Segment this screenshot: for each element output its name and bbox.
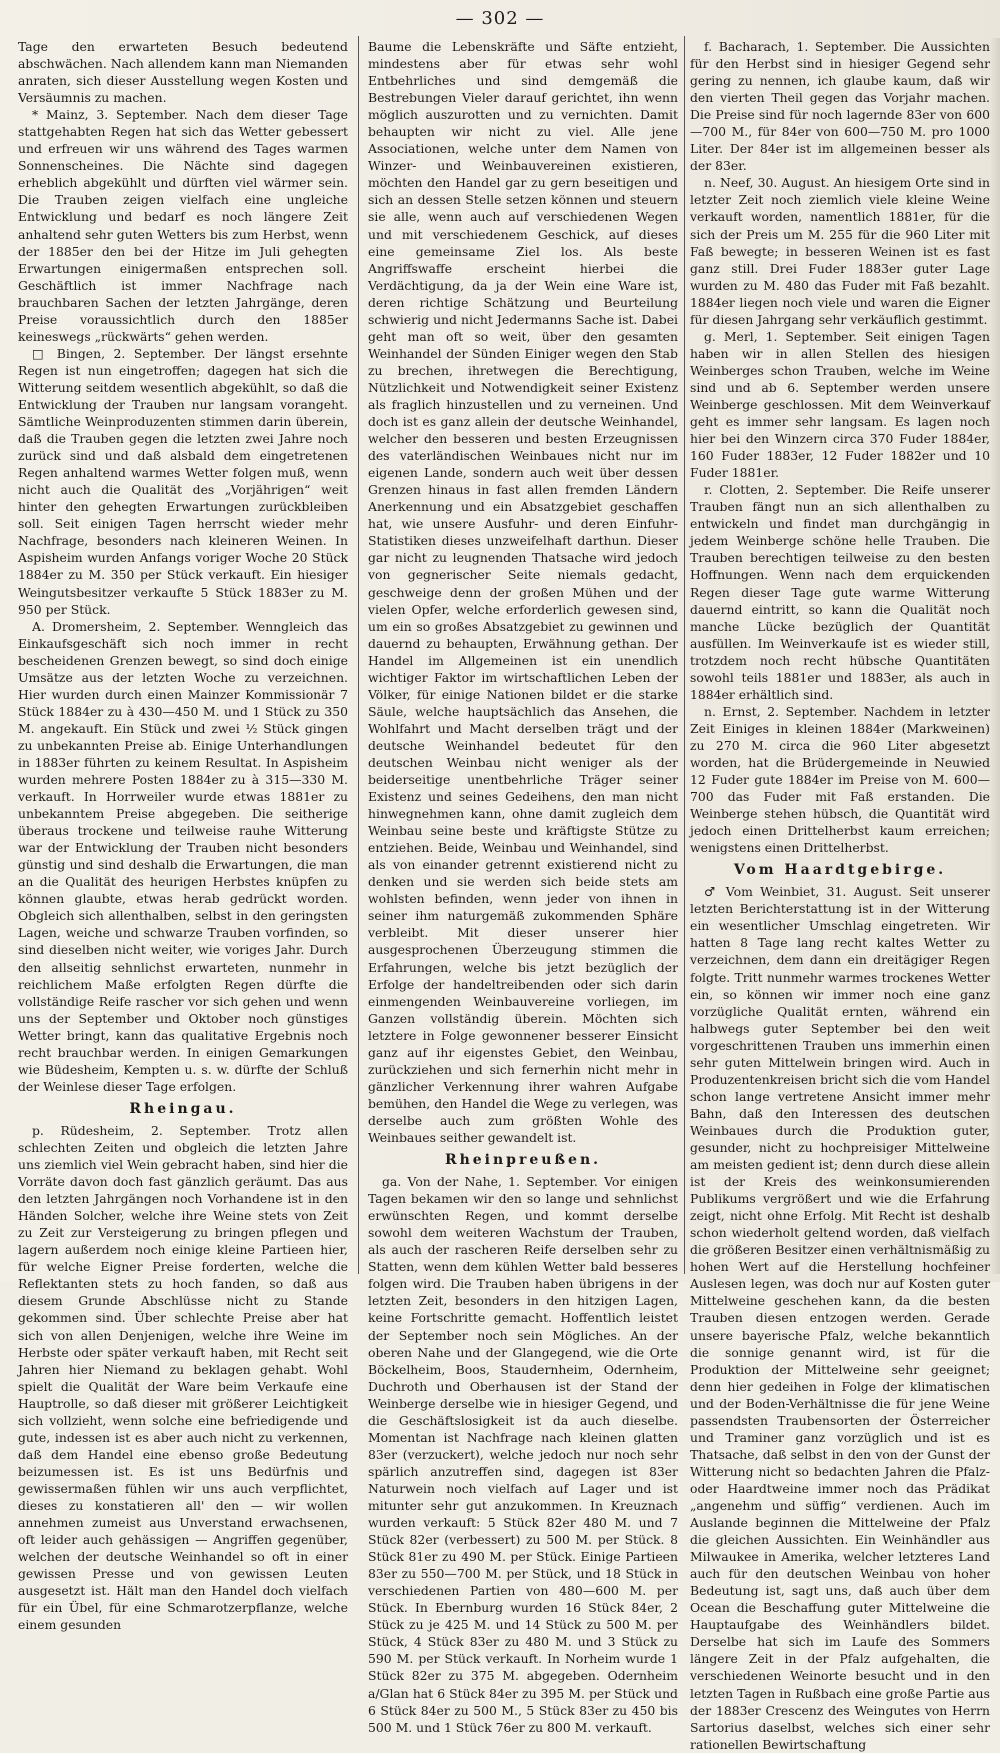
page-number: — 302 — (455, 8, 545, 29)
section-heading-haardtgebirge: Vom Haardtgebirge. (733, 862, 947, 879)
page-edge-shadow (990, 38, 1000, 1274)
paragraph: A. Dromersheim, 2. September. Wenngleich das Einkaufsgeschäft sich noch immer in recht bescheidenen Grenzen bewegt, so sind doch einige Umsätze aus der letzten Woche zu verzeichnen. Hier wurden durch einen Mainzer Kommissionär 7 Stück 1884er zu à 430—450 M. und 1 Stück zu 350 M. angekauft. Ein Stück und zwei ½ Stück gingen zu unbekannten Preise ab. Einige Unterhandlungen in 1883er führten zu keinem Resultat. In Aspisheim wurden mehrere Posten 1884er zu à 315—330 M. verkauft. In Horrweiler wurde etwas 1881er zu unbekanntem Preise abgegeben. Die seitherige überaus trockene und teilweise rauhe Witterung war der Entwicklung der Trauben nicht besonders günstig und sind deshalb die Erwartungen, die man an die Qualität des heurigen Herbstes knüpfen zu können glaubte, etwas herab gedrückt worden. Obgleich sich allenthalben, selbst in den geringsten Lagen, weiche und schwarze Trauben vorfinden, so sind dieselben nicht weiter, wie voriges Jahr. Durch den allseitig sehnlichst erwarteten, nunmehr in reichlichem Maße erfolgten Regen dürfte die vollständige Reife rascher vor sich gehen und wenn uns der September und Oktober noch günstiges Wetter bringt, kann das qualitative Ergebnis noch recht brauchbar werden. In einigen Gemarkungen wie Büdesheim, Kempten u. s. w. dürfte der Schluß der Weinlese dieser Tage erfolgen. (18, 618, 348, 1094)
column-3 (690, 38, 990, 1752)
paragraph: n. Neef, 30. August. An hiesigem Orte sind in letzter Zeit noch ziemlich viele kleine Weine verkauft worden, namentlich 1881er, für die sich der Preis um M. 255 für die 960 Liter mit Faß bewegte; in besseren Weinen ist es fast ganz still. Drei Fuder 1883er guter Lage wurden zu M. 480 das Fuder mit Faß bezahlt. 1884er liegen noch viele und waren die Eigner für diesen Jahrgang sehr verkäuflich gestimmt. (690, 175, 990, 327)
column-1 (18, 38, 348, 1633)
paragraph: r. Clotten, 2. September. Die Reife unserer Trauben fängt nun an sich allenthalben zu entwickeln und findet man durchgängig in jedem Weinberge schöne helle Trauben. Die Trauben berechtigen teilweise zu den besten Hoffnungen. Wenn nach dem erquickenden Regen dieser Tage gute warme Witterung dauernd eintritt, so kann die Qualität noch manche Lücke bezüglich der Quantität ausfüllen. Im Weinverkaufe ist es wieder still, trotzdem noch recht hübsche Quantitäten sowohl teils 1881er und 1883er, als auch in 1884er erhältlich sind. (690, 482, 990, 702)
column-2 (368, 38, 678, 1735)
column-divider (684, 36, 685, 1274)
paragraph: n. Ernst, 2. September. Nachdem in letzter Zeit Einiges in kleinen 1884er (Markweinen) zu 270 M. circa die 960 Liter abgesetzt worden, hat die Brüdergemeinde in Neuwied 12 Fuder gute 1884er im Preise von M. 600—700 das Fuder mit Faß erstanden. Die Weinberge stehen hübsch, die Quantität wird jedoch einen Drittelherbst kaum erreichen; wenigstens einen Drittelherbst. (690, 703, 990, 856)
paragraph: Tage den erwarteten Besuch bedeutend abschwächen. Nach allendem kann man Niemanden anraten, sich dieser Ausstellung wegen Kosten und Versäumnis zu machen. (18, 39, 348, 106)
paragraph: g. Merl, 1. September. Seit einigen Tagen haben wir in allen Stellen des hiesigen Weinberges schon Trauben, welche im Weine sind und ab 6. September werden unsere Weinberge geschlossen. Mit dem Weinverkauf geht es immer sehr langsam. Es lagen noch hier bei den Winzern circa 370 Fuder 1884er, 160 Fuder 1883er, 12 Fuder 1882er und 10 Fuder 1881er. (690, 328, 990, 481)
paragraph: p. Rüdesheim, 2. September. Trotz allen schlechten Zeiten und obgleich die letzten Jahre uns ziemlich viel Wein gebracht haben, sind hier die Vorräte davon doch fast gänzlich geräumt. Das aus den letzten Jahrgängen noch Vorhandene ist in den Händen Solcher, welche ihre Weine stets von Zeit zu Zeit zur Versteigerung zu bringen pflegen und lagern außerdem noch einige kleine Partieen hier, für welche Eigner Preise forderten, welche die Reflektanten stets zu hoch fanden, so daß aus diesem Grunde Abschlüsse nicht zu Stande gekommen sind. Über schlechte Preise aber hat sich von allen Denjenigen, welche ihre Weine im Herbste oder später verkauft haben, mit Recht seit Jahren hier Niemand zu beklagen gehabt. Wohl spielt die Qualität der Ware beim Verkaufe eine Hauptrolle, so daß dieser mit größerer Leichtigkeit sich vollzieht, wenn solche eine befriedigende und gute, indessen ist es aber auch nicht zu verkennen, daß dem Handel eine ebenso große Bedeutung beizumessen ist. Es ist uns Bedürfnis und gewissermaßen fühlen wir uns auch verpflichtet, dieses zu konstatieren all' den — wir wollen annehmen zumeist aus Unverstand erwachsenen, oft leider auch gehässigen — Angriffen gegenüber, welchen der deutsche Weinhandel so oft in einer gewissen Presse und von gewissen Leuten ausgesetzt ist. Hält man den Handel doch vielfach für ein Übel, für eine Schmarotzerpflanze, welche einem gesunden (18, 1122, 348, 1633)
paragraph: □ Bingen, 2. September. Der längst ersehnte Regen ist nun eingetroffen; dagegen hat sich die Witterung seitdem wesentlich abgekühlt, so daß die Entwicklung der Trauben nur langsam vorangeht. Sämtliche Weinproduzenten stimmen darin überein, daß die Trauben gegen die letzten zwei Jahre noch zurück sind und daß alsbald dem eingetretenen Regen anhaltend warmes Wetter folgen muß, wenn nicht auch die Qualität des „Vorjährigen“ weit hinter den gehegten Erwartungen zurückbleiben soll. Seit einigen Tagen herrscht wieder mehr Nachfrage, besonders nach kleineren Weinen. In Aspisheim wurden Anfangs voriger Woche 20 Stück 1884er zu M. 350 per Stück verkauft. Ein hiesiger Weingutsbesitzer verkaufte 5 Stück 1883er zu M. 950 per Stück. (18, 345, 348, 617)
section-heading-rheinpreussen: Rheinpreußen. (444, 1152, 602, 1169)
paragraph: ga. Von der Nahe, 1. September. Vor einigen Tagen bekamen wir den so lange und sehnlichst erwünschten Regen, und kommt derselbe sowohl dem weiteren Wachstum der Trauben, als auch der rascheren Reife derselben sehr zu Statten, wenn dem kühlen Wetter bald besseres folgen wird. Die Trauben haben übrigens in der letzten Zeit, besonders in den hitzigen Lagen, keine Fortschritte gemacht. Hoffentlich leistet der September noch sein Mögliches. An der oberen Nahe und der Glangegend, wie die Orte Böckelheim, Boos, Staudernheim, Odernheim, Duchroth und Oberhausen ist der Stand der Weinberge derselbe wie in hiesiger Gegend, und die Geschäftslosigkeit ist da auch dieselbe. Momentan ist Nachfrage nach kleinen glatten 83er (verzuckert), welche jedoch nur noch sehr spärlich anzutreffen sind, dagegen ist 83er Naturwein noch vielfach auf Lager und ist mitunter sehr gut anzukommen. In Kreuznach wurden verkauft: 5 Stück 82er 480 M. und 7 Stück 82er (verbessert) zu 500 M. per Stück. 8 Stück 81er zu 490 M. per Stück. Einige Partieen 83er zu 550—700 M. per Stück, und 18 Stück in verschiedenen Partien von 480—600 M. per Stück. In Ebernburg wurden 16 Stück 84er, 2 Stück zu je 425 M. und 14 Stück zu 500 M. per Stück, 4 Stück 83er zu 480 M. und 3 Stück zu 590 M. per Stück verkauft. In Norheim wurde 1 Stück 82er zu 375 M. abgegeben. Odernheim a/Glan hat 6 Stück 84er zu 395 M. per Stück und 6 Stück 84er zu 500 M., 5 Stück 83er zu 450 bis 500 M. und 1 Stück 76er zu 800 M. verkauft. (368, 1174, 678, 1735)
paragraph: Baume die Lebenskräfte und Säfte entzieht, mindestens aber für etwas sehr wohl Entbehrliches und sind demgemäß die Bestrebungen Vieler darauf gerichtet, ihn wenn möglich auszurotten und zu vernichten. Damit behaupten wir nicht zu viel. Alle jene Associationen, welche unter dem Namen von Winzer- und Weinbauvereinen existieren, möchten den Handel gar zu gern beseitigen und sich an dessen Stelle setzen können und steuern sie alle, wenn auch auf verschiedenen Wegen und mit verschiedenem Geschick, auf dieses eine gemeinsame Ziel los. Als beste Angriffswaffe erscheint hierbei die Verdächtigung, da ja der Wein eine Ware ist, deren richtige Schätzung und Beurteilung schwierig und nicht Jedermanns Sache ist. Dabei geht man oft so weit, über den gesamten Weinhandel der Sünden Einiger wegen den Stab zu brechen, ihretwegen die Berechtigung, Nützlichkeit und Notwendigkeit seiner Existenz als fraglich hinzustellen und zu verneinen. Und doch ist es ganz allein der deutsche Weinhandel, welcher den besseren und besten Erzeugnissen des vaterländischen Weinbaues nicht nur im eigenen Lande, sondern auch weit über dessen Grenzen hinaus in fast allen fremden Ländern Anerkennung und ein Absatzgebiet geschaffen hat, wie unsere Ausfuhr- und deren Einfuhr-Statistiken dieses unzweifelhaft darthun. Dieser gar nicht zu leugnenden Thatsache wird jedoch von gegnerischer Seite niemals gedacht, geschweige denn der großen Mühen und der vielen Opfer, welche erforderlich gewesen sind, um ein so großes Absatzgebiet zu gewinnen und dauernd zu behaupten, Erwähnung gethan. Der Handel im Allgemeinen ist ein unendlich wichtiger Faktor im wirtschaftlichen Leben der Völker, für einige Nationen bildet er die starke Säule, welche hauptsächlich das Ansehen, die Wohlfahrt und Macht derselben trägt und der deutsche Weinhandel bedeutet für den deutschen Weinbau nicht weniger als der beiderseitige unentbehrliche Träger seiner Existenz und seines Gedeihens, den man nicht hinwegnehmen kann, ohne damit zugleich dem Weinbau seine beste und kräftigste Stütze zu entziehen. Beide, Weinbau und Weinhandel, sind als von einander getrennt existierend nicht zu denken und sie werden sich beide stets am wohlsten befinden, wenn jeder von ihnen in seiner ihm naturgemäß zukommenden Sphäre verbleibt. Mit dieser unserer hier ausgesprochenen Überzeugung stimmen die Erfahrungen, welche bis jetzt bezüglich der Erfolge der handeltreibenden oder sich darin einmengenden Weinbauvereine vorliegen, im Ganzen vollständig überein. Möchten sich letztere in Folge gewonnener besserer Einsicht ganz auf ihr eigenstes Gebiet, den Weinbau, zurückziehen und sich fernerhin nicht mehr in gänzlicher Verkennung ihrer wahren Aufgabe bemühen, den Handel die Wege zu verlegen, was derselbe auch zum größten Wohle des Weinbaues seither gewandelt ist. (368, 39, 678, 1145)
section-heading-rheingau: Rheingau. (129, 1100, 237, 1117)
column-divider (358, 36, 359, 1274)
paragraph: * Mainz, 3. September. Nach dem dieser Tage stattgehabten Regen hat sich das Wetter gebessert und erfreuen wir uns während des Tages warmen Sonnenscheines. Die Nächte sind dagegen erheblich abgekühlt und dürften viel wärmer sein. Die Trauben zeigen vielfach eine ungleiche Entwicklung und bedarf es noch längere Zeit anhaltend sehr guten Wetters bis zum Herbst, wenn der 1885er den bei der Hitze im Juli gehegten Erwartungen einigermaßen entsprechen soll. Geschäftlich ist immer Nachfrage nach brauchbaren Sachen der letzten Jahrgänge, deren Preise voraussichtlich durch den 1885er keineswegs „rückwärts“ gehen werden. (18, 107, 348, 344)
paragraph: f. Bacharach, 1. September. Die Aussichten für den Herbst sind in hiesiger Gegend sehr gering zu nennen, ich glaube kaum, daß wir den vierten Theil gegen das Vorjahr machen. Die Preise sind für noch lagernde 83er von 600—700 M., für 84er von 600—750 M. pro 1000 Liter. Der 84er ist im allgemeinen besser als der 83er. (690, 39, 990, 174)
paragraph: ♂ Vom Weinbiet, 31. August. Seit unserer letzten Berichterstattung ist in der Witterung ein wesentlicher Umschlag eingetreten. Wir hatten 8 Tage lang recht kaltes Wetter zu verzeichnen, dem dann ein dreitägiger Regen folgte. Tritt nunmehr warmes trockenes Wetter ein, so können wir immer noch eine ganz vorzügliche Qualität ernten, während ein halbwegs guter September bei den weit vorgeschrittenen Trauben uns immerhin einen sehr guten Mittelwein bringen wird. Auch in Produzentenkreisen bricht sich die vom Handel schon lange vertretene Ansicht immer mehr Bahn, daß den Interessen des deutschen Weinbaues durch die Produktion guter, gesunder, nicht zu hochpreisiger Mittelweine am meisten gedient ist; denn durch diese allein ist der Kreis des weinkonsumierenden Publikums vergrößert und wie die Erfahrung zeigt, nicht ohne Erfolg. Mit Recht ist deshalb schon wiederholt geltend worden, daß vielfach die größeren Besitzer einen verhältnismäßig zu hohen Wert auf die Herstellung hochfeiner Auslesen legen, was doch nur auf Kosten guter Mittelweine geschehen kann, da die besten Trauben diesen entzogen werden. Gerade unsere bayerische Pfalz, welche bekanntlich die sonnige genannt wird, ist für die Produktion der Mittelweine sehr geeignet; denn hier gedeihen in Folge der klimatischen und der Boden-Verhältnisse die für jene Weine passendsten Traubensorten der Österreicher und Traminer ganz vorzüglich und ist es Thatsache, daß selbst in den von der Gunst der Witterung nicht so bedachten Jahren die Pfalz- oder Haardtweine immer noch das Prädikat „angenehm und süffig“ verdienen. Auch im Auslande beginnen die Mittelweine der Pfalz die gleichen Aussichten. Ein Weinhändler aus Milwaukee in Amerika, welcher letzteres Land auch für den deutschen Weinbau von hoher Bedeutung ist, sagt uns, daß auch über dem Ocean die Beschaffung guter Mittelweine die Hauptaufgabe des Weinhändlers bildet. Derselbe hat sich im Laufe des Sommers längere Zeit in der Pfalz aufgehalten, die verschiedenen Weinorte besucht und in den letzten Tagen in Rußbach eine große Partie aus der 1883er Crescenz des Weingutes von Herrn Sartorius daselbst, welches sich einer sehr rationellen Bewirtschaftung (690, 884, 990, 1752)
